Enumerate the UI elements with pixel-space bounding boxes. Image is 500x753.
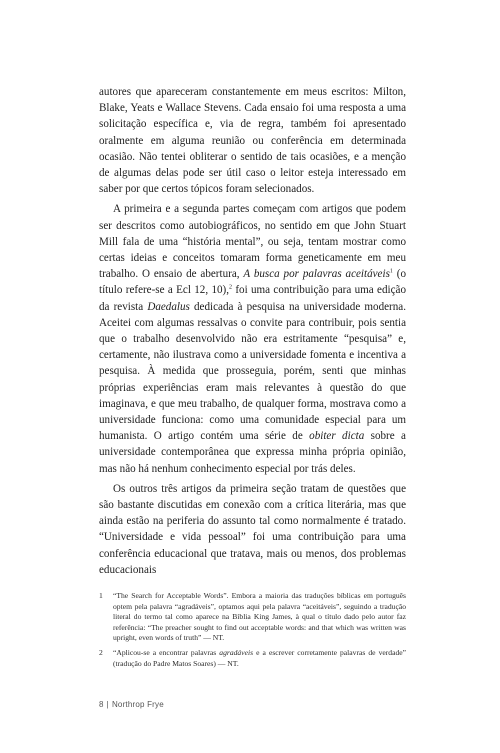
footnote-ref-1[interactable]: 1: [389, 268, 393, 275]
footnote-text: “Aplicou-se a encontrar palavras agradáveis e a escrever corretamente palavras de verdade” (tradução do Padre Matos Soares) — NT.: [113, 647, 406, 668]
running-head: Northrop Frye: [111, 700, 164, 709]
footnote-1: [99, 591, 406, 644]
page-number: 8: [99, 700, 104, 709]
footnote-number: 2: [99, 647, 103, 657]
paragraph-2: A primeira e a segunda partes começam com artigos que podem ser descritos como autobiográficos, no sentido em que John Stuart Mill fala de uma “história mental”, ou seja, tentam mostrar como certas ideias e conceitos tomaram forma geneticamente em meu trabalho. O ensaio de abertura, A busca por palavras aceitáveis$^1$ (o título refere-se a Ecl 12, 10),$^2$ foi uma contribuição para uma edição da revista Daedalus dedicada à pesquisa na universidade moderna. Aceitei com algumas ressalvas o convite para contribuir, pois sentia que o trabalho desenvolvido não era estritamente “pesquisa” e, certamente, não ilustrava como a universidade fomenta e incentiva a pesquisa. À medida que prosseguia, porém, senti que minhas próprias experiências eram mais relevantes à questão do que imaginava, e que meu trabalho, de qualquer forma, mostrava como a universidade funciona: como uma comunidade especial para um humanista. O artigo contém uma série de obiter dicta sobre a universidade contemporânea que expressa minha própria opinião, mas não há nenhum conhecimento especial por trás deles.: [99, 203, 406, 475]
latin-phrase: obiter dicta: [309, 430, 365, 443]
essay-title: A busca por palavras aceitáveis: [243, 268, 390, 281]
footer-separator: |: [106, 700, 109, 709]
footnote-number: 1: [99, 591, 103, 600]
footnote-ref-2[interactable]: 2: [229, 284, 232, 291]
footnote-divider: [99, 578, 406, 579]
footnote-2: [99, 648, 406, 669]
journal-title: Daedalus: [147, 300, 190, 313]
paragraph-1: autores que apareceram constantemente em meus escritos: Milton, Blake, Yeats e Wallace Stevens. Cada ensaio foi uma resposta a uma solicitação específica e, via de regra, também foi apresentado oralmente em alguma reunião ou conferência em determinada ocasião. Não tentei obliterar o sentido de tais ocasiões, e a menção de algumas delas pode ser útil caso o leitor esteja interessado em saber por que certos tópicos foram selecionados.: [99, 86, 406, 196]
footnote-text: “The Search for Acceptable Words”. Embora a maioria das traduções bíblicas em português optem pela palavra “agradáveis”, optamos aqui pela palavra “aceitáveis”, seguindo a tradução literal do termo tal como aparece na Bíblia King James, à qual o título dado pelo autor faz referência: “The preacher sought to find out acceptable words: and that which was written was upright, even words of truth” — NT.: [113, 591, 406, 643]
paragraph-3: Os outros três artigos da primeira seção tratam de questões que são bastante discutidas em conexão com a crítica literária, mas que ainda estão na periferia do assunto tal como normalmente é tratado. “Universidade e vida pessoal” foi uma contribuição para uma conferência educacional que tratava, mais ou menos, dos problemas educacionais: [99, 482, 406, 576]
footnotes: [99, 591, 406, 673]
page-footer: [99, 700, 164, 709]
main-text: [99, 84, 406, 578]
